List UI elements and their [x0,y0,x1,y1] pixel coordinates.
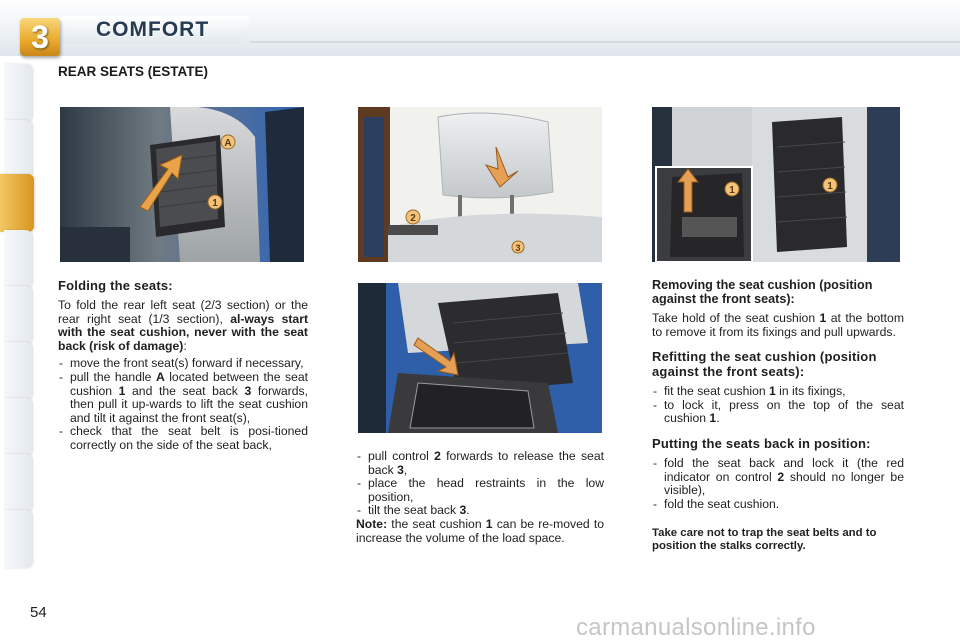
chapter-tab-5[interactable] [4,286,32,344]
watermark: carmanualsonline.info [576,614,816,640]
chapter-tab-9[interactable] [4,510,32,568]
removing-paragraph: Take hold of the seat cushion 1 at the bottom to remove it from its fixings and pull upwards. [652,311,904,339]
list-item: - pull control 2 forwards to release the seat back 3, [356,450,604,477]
photo2-label-3: 3 [515,243,521,253]
list-item: - pull the handle A located between the seat cushion 1 and the seat back 3 forwards, then pull it up-wards to lift the seat cushion and tilt it against the front seat(s), [58,371,308,425]
warning-note: Take care not to trap the seat belts and to position the stalks correctly. [652,527,877,553]
note-paragraph: Note: the seat cushion 1 can be re-moved to increase the volume of the load space. [356,516,605,545]
chapter-tab-3-active[interactable] [0,174,34,232]
list-item: - fold the seat cushion. [652,498,904,512]
photo2-label-2: 2 [410,213,416,224]
heading-folding-seats: Folding the seats: [58,278,173,293]
list-item: - move the front seat(s) forward if necessary, [58,357,308,371]
chapter-tab-4[interactable] [4,230,32,288]
section-title: REAR SEATS (ESTATE) [58,64,209,79]
photo4-inset-label-1: 1 [729,185,735,196]
page-number: 54 [30,604,47,621]
photo-tilt-seat-back [358,283,602,433]
left-column [58,278,308,453]
photo1-label-1: 1 [212,198,218,209]
list-item: - fold the seat back and lock it (the red indicator on control 2 should no longer be visible), [652,457,904,498]
chapter-number-badge: 3 [20,18,60,56]
middle-column [356,450,604,549]
photo-remove-seat-cushion [652,107,900,262]
chapter-tab-strip [0,64,34,574]
heading-refitting-cushion: Refitting the seat cushion (position against the front seats): [652,349,877,380]
chapter-tab-8[interactable] [4,454,32,512]
chapter-title: COMFORT [96,18,210,41]
right-column [652,278,904,553]
photo-fold-seat-cushion [60,107,304,262]
chapter-tab-1[interactable] [4,64,32,122]
heading-removing-cushion: Removing the seat cushion (position against the front seats): [652,278,873,306]
chapter-tab-7[interactable] [4,398,32,456]
photo1-label-A: A [224,138,232,149]
chapter-tab-6[interactable] [4,342,32,400]
chapter-tab-2[interactable] [4,120,32,178]
list-item: - to lock it, press on the top of the seat cushion 1. [652,399,904,426]
folding-steps-list [58,357,308,452]
photo4-label-1: 1 [827,181,833,192]
list-item: - tilt the seat back 3. [356,504,604,518]
list-item: - check that the seat belt is posi-tioned correctly on the side of the seat back, [58,425,308,452]
tilting-steps-list [356,450,604,518]
seats-back-steps-list [652,457,904,511]
refitting-steps-list [652,385,904,426]
folding-intro: To fold the rear left seat (2/3 section) or the rear right seat (1/3 section), al-ways start with the seat cushion, never with the seat back (risk of damage): [58,298,308,353]
heading-seats-back: Putting the seats back in position: [652,435,871,451]
photo-headrest-control [358,107,602,262]
list-item: - fit the seat cushion 1 in its fixings, [652,385,904,399]
list-item: - place the head restraints in the low position, [356,477,604,504]
